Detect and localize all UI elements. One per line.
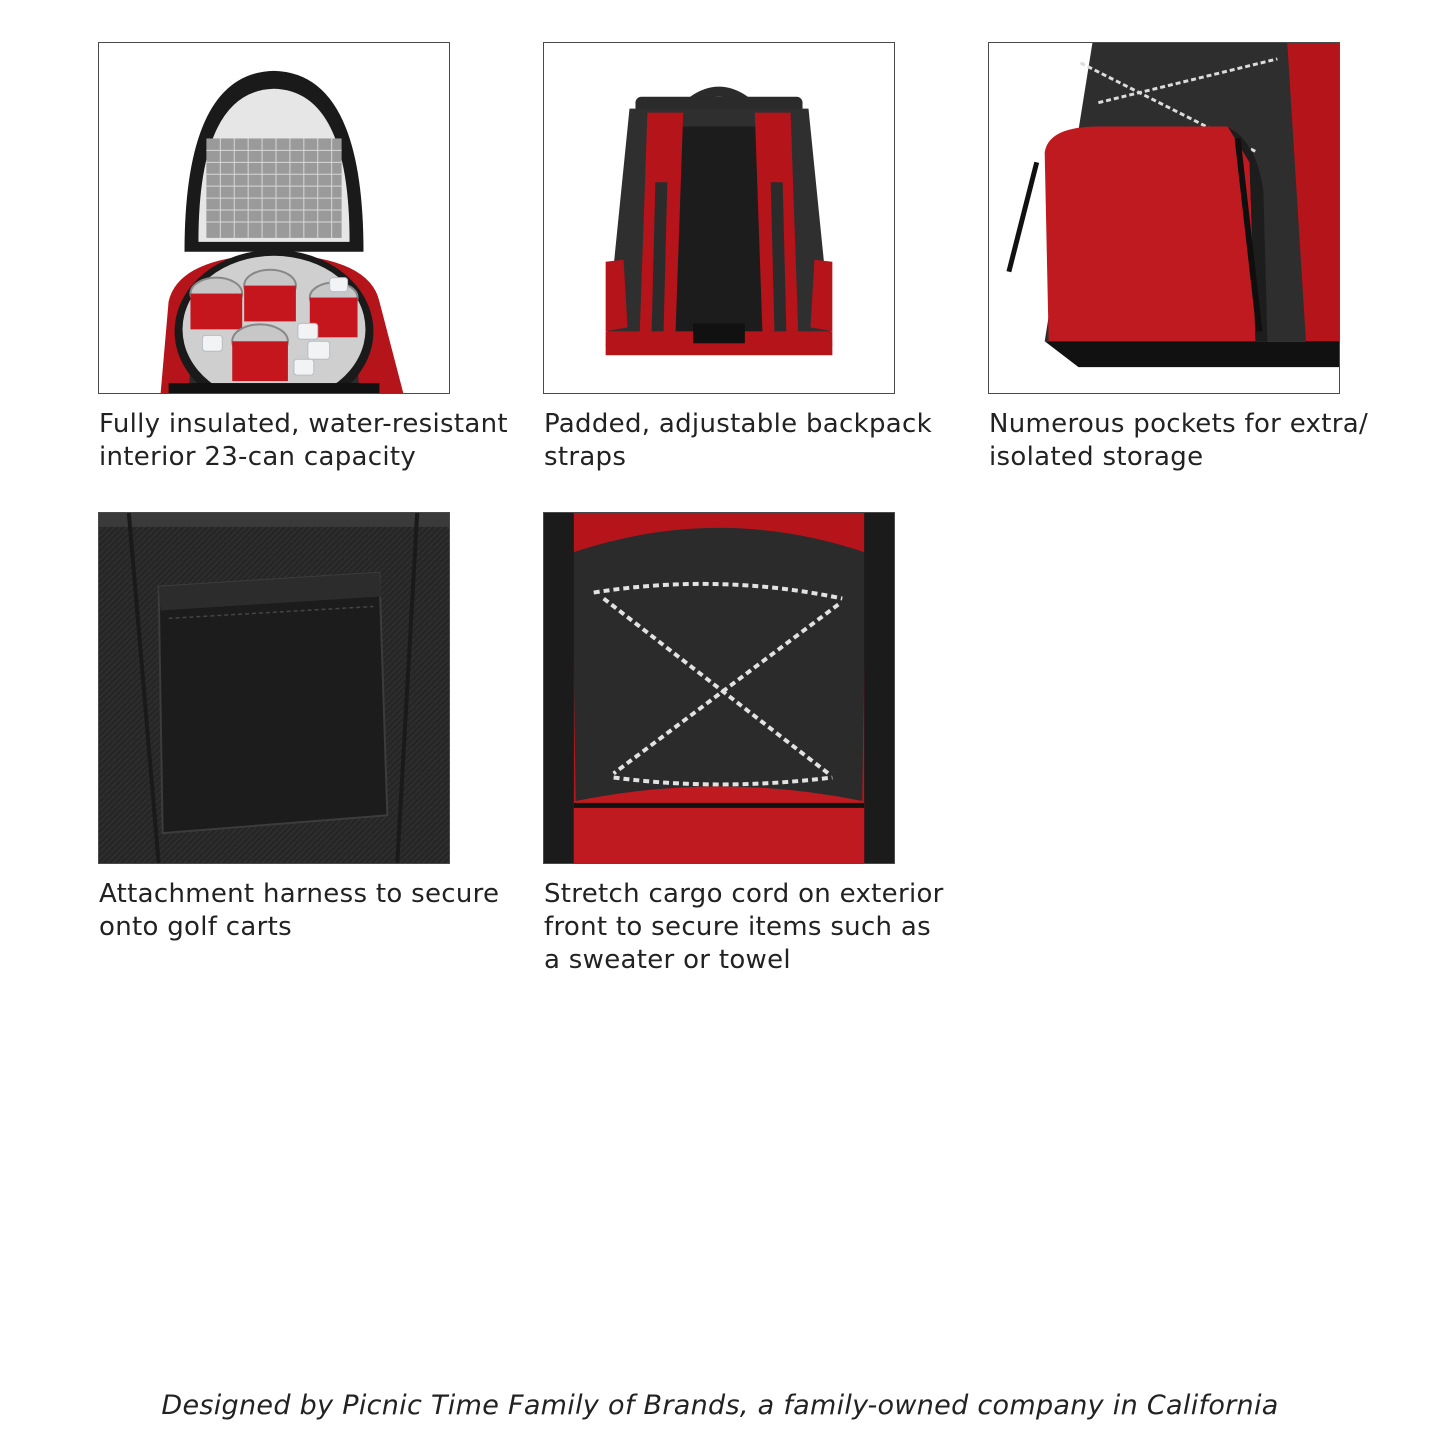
feature-caption-pockets [989,408,1369,474]
caption-line: isolated storage [989,442,1204,472]
feature-caption-harness [99,878,500,944]
caption-line: Numerous pockets for extra/ [989,409,1369,439]
harness-pocket-photo [98,512,450,864]
cargo-cord-photo [543,512,895,864]
feature-caption-insulated [99,408,508,474]
footer-tagline: Designed by Picnic Time Family of Brands, a family-owned company in California [161,1390,1279,1421]
feature-caption-cargo-cord [544,878,944,977]
feature-caption-straps [544,408,932,474]
caption-line: front to secure items such as [544,912,931,942]
caption-line: onto golf carts [99,912,292,942]
insulated-interior-photo [98,42,450,394]
caption-line: Fully insulated, water-resistant [99,409,508,439]
front-pocket-photo [988,42,1340,394]
caption-line: Attachment harness to secure [99,879,500,909]
caption-line: interior 23-can capacity [99,442,417,472]
backpack-straps-photo [543,42,895,394]
caption-line: a sweater or towel [544,945,791,975]
caption-line: Stretch cargo cord on exterior [544,879,944,909]
caption-line: Padded, adjustable backpack [544,409,932,439]
caption-line: straps [544,442,627,472]
